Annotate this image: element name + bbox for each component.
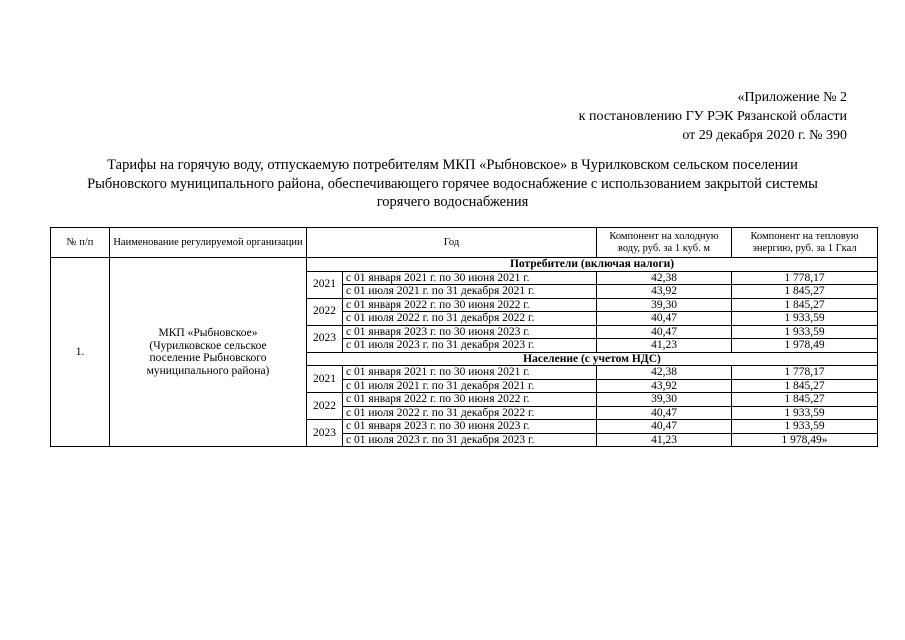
heat-energy-value: 1 778,17 (732, 366, 878, 380)
cold-water-value: 41,23 (597, 433, 732, 447)
cold-water-value: 40,47 (597, 420, 732, 434)
heat-energy-value: 1 933,59 (732, 420, 878, 434)
header-heat: Компонент на тепловую энергию, руб. за 1 Гкал (732, 228, 878, 258)
period-cell: с 01 января 2023 г. по 30 июня 2023 г. (343, 420, 597, 434)
title-line-1: Тарифы на горячую воду, отпускаемую потребителям МКП «Рыбновское» в Чурилковском сельском поселении (107, 157, 798, 173)
cold-water-value: 43,92 (597, 379, 732, 393)
cold-water-value: 39,30 (597, 393, 732, 407)
period-cell: с 01 июля 2021 г. по 31 декабря 2021 г. (343, 379, 597, 393)
header-num: № п/п (51, 228, 110, 258)
period-cell: с 01 января 2021 г. по 30 июня 2021 г. (343, 366, 597, 380)
heat-energy-value: 1 778,17 (732, 271, 878, 285)
heat-energy-value: 1 978,49» (732, 433, 878, 447)
cold-water-value: 40,47 (597, 325, 732, 339)
tariff-table (50, 227, 878, 447)
appendix-line-3: от 29 декабря 2020 г. № 390 (682, 128, 847, 143)
organization-line: муниципального района) (146, 364, 270, 377)
title-line-3: горячего водоснабжения (376, 194, 529, 210)
period-cell: с 01 июля 2023 г. по 31 декабря 2023 г. (343, 339, 597, 353)
period-cell: с 01 января 2023 г. по 30 июня 2023 г. (343, 325, 597, 339)
year-cell: 2022 (307, 298, 343, 325)
organization-name (110, 258, 307, 447)
organization-line: (Чурилковское сельское (149, 339, 267, 352)
heat-energy-value: 1 933,59 (732, 312, 878, 326)
heat-energy-value: 1 845,27 (732, 285, 878, 299)
heat-energy-value: 1 845,27 (732, 298, 878, 312)
appendix-reference (579, 88, 847, 145)
year-cell: 2022 (307, 393, 343, 420)
appendix-line-2: к постановлению ГУ РЭК Рязанской области (578, 109, 847, 124)
section-title: Потребители (включая налоги) (307, 258, 878, 272)
cold-water-value: 40,47 (597, 312, 732, 326)
section-title: Население (с учетом НДС) (307, 352, 878, 366)
cold-water-value: 39,30 (597, 298, 732, 312)
period-cell: с 01 июля 2022 г. по 31 декабря 2022 г. (343, 406, 597, 420)
header-year: Год (307, 228, 597, 258)
header-cold: Компонент на холодную воду, руб. за 1 куб. м (597, 228, 732, 258)
heat-energy-value: 1 845,27 (732, 393, 878, 407)
cold-water-value: 40,47 (597, 406, 732, 420)
year-cell: 2023 (307, 325, 343, 352)
header-org: Наименование регулируемой организации (110, 228, 307, 258)
header-row (51, 228, 878, 258)
year-cell: 2021 (307, 366, 343, 393)
heat-energy-value: 1 845,27 (732, 379, 878, 393)
row-number: 1. (51, 258, 110, 447)
period-cell: с 01 января 2022 г. по 30 июня 2022 г. (343, 393, 597, 407)
title-line-2: Рыбновского муниципального района, обеспечивающего горячее водоснабжение с использованием закрытой системы (87, 175, 818, 192)
section-row (51, 258, 878, 272)
year-cell: 2021 (307, 271, 343, 298)
period-cell: с 01 января 2022 г. по 30 июня 2022 г. (343, 298, 597, 312)
year-cell: 2023 (307, 420, 343, 447)
period-cell: с 01 июля 2022 г. по 31 декабря 2022 г. (343, 312, 597, 326)
tariff-table-body (51, 258, 878, 447)
appendix-line-1: «Приложение № 2 (737, 90, 847, 105)
period-cell: с 01 января 2021 г. по 30 июня 2021 г. (343, 271, 597, 285)
cold-water-value: 42,38 (597, 366, 732, 380)
cold-water-value: 41,23 (597, 339, 732, 353)
organization-line: МКП «Рыбновское» (158, 327, 258, 339)
organization-line: поселение Рыбновского (149, 352, 267, 364)
document-title (40, 156, 865, 212)
heat-energy-value: 1 978,49 (732, 339, 878, 353)
period-cell: с 01 июля 2023 г. по 31 декабря 2023 г. (343, 433, 597, 447)
cold-water-value: 42,38 (597, 271, 732, 285)
cold-water-value: 43,92 (597, 285, 732, 299)
heat-energy-value: 1 933,59 (732, 325, 878, 339)
heat-energy-value: 1 933,59 (732, 406, 878, 420)
period-cell: с 01 июля 2021 г. по 31 декабря 2021 г. (343, 285, 597, 299)
